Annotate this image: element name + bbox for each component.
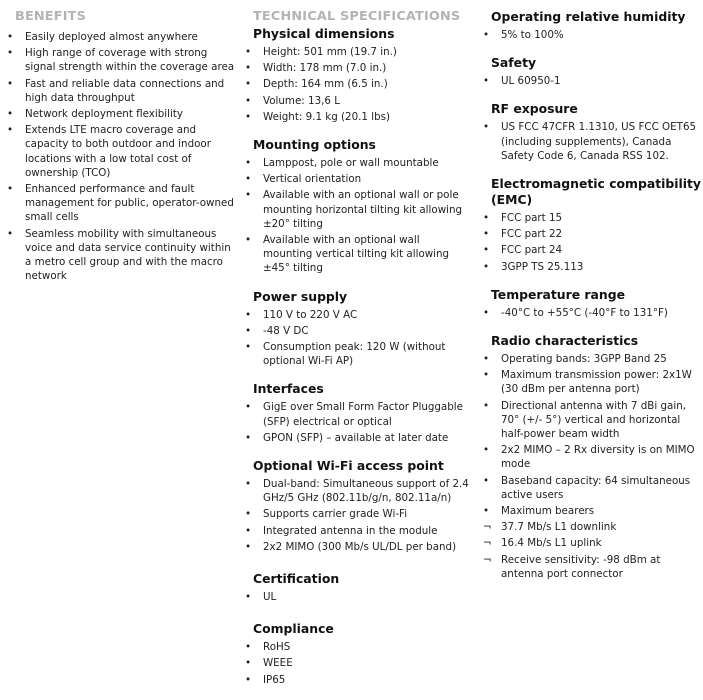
list-item — [242, 61, 472, 75]
list-item-text: Maximum bearers — [501, 505, 595, 518]
mounting-options-list — [242, 156, 472, 276]
list-item-text: Height: 501 mm (19.7 in.) — [263, 46, 397, 58]
list-item-text: FCC part 15 — [501, 212, 563, 225]
list-item-text: Seamless mobility with simultaneous voice and data service continuity within a metro cell group and with the macro network — [25, 227, 231, 283]
list-item — [242, 172, 472, 186]
list-item-text: Width: 178 mm (7.0 in.) — [263, 62, 387, 75]
list-item — [480, 243, 703, 257]
list-item-text: GPON (SFP) – available at later date — [263, 431, 449, 444]
list-item — [242, 477, 472, 505]
emc-heading: Electromagnetic compatibility (EMC) — [491, 176, 701, 208]
list-item — [480, 399, 703, 442]
list-item-text: Depth: 164 mm (6.5 in.) — [263, 78, 388, 91]
certification-list — [242, 590, 472, 604]
list-item — [242, 431, 472, 445]
bullet-icon: • — [483, 29, 490, 41]
bullet-icon: • — [483, 121, 490, 134]
list-item-text: Integrated antenna in the module — [263, 524, 438, 537]
list-item — [4, 123, 240, 180]
list-item — [480, 536, 703, 550]
wifi-heading: Optional Wi-Fi access point — [253, 458, 444, 474]
physical-dimensions-section — [242, 26, 472, 124]
list-item — [4, 227, 240, 284]
humidity-section — [480, 9, 703, 42]
certification-heading: Certification — [253, 571, 340, 587]
sub-bullet-icon: ¬ — [483, 537, 492, 550]
list-item-text: FCC part 24 — [501, 244, 563, 257]
bullet-icon: • — [245, 341, 252, 354]
safety-section — [480, 55, 703, 88]
radio-heading: Radio characteristics — [491, 333, 639, 349]
temperature-list — [480, 306, 703, 320]
bullet-icon: • — [245, 591, 252, 604]
list-item — [242, 188, 472, 231]
list-item — [242, 640, 472, 654]
rf-exposure-list — [480, 120, 703, 163]
list-item — [242, 656, 472, 670]
list-item-text: WEEE — [263, 657, 293, 670]
list-item-text: Weight: 9.1 kg (20.1 lbs) — [263, 110, 391, 123]
list-item-text: GigE over Small Form Factor Pluggable (SFP) electrical or optical — [263, 401, 463, 428]
bullet-icon: • — [483, 228, 490, 241]
bullet-icon: • — [245, 524, 252, 537]
list-item-text: FCC part 22 — [501, 228, 563, 241]
bullet-icon: • — [245, 478, 252, 491]
bullet-icon: • — [245, 401, 252, 414]
list-item-text: 37.7 Mb/s L1 downlink — [501, 521, 617, 534]
list-item-text: Consumption peak: 120 W (without optional Wi-Fi AP) — [263, 341, 446, 368]
bullet-icon: • — [7, 31, 14, 43]
mounting-options-heading: Mounting options — [253, 137, 376, 153]
list-item — [480, 368, 703, 396]
list-item-text: US FCC 47CFR 1.1310, US FCC OET65 (including supplements), Canada Safety Code 6, Canada RSS 102. — [501, 121, 697, 162]
list-item — [242, 324, 472, 338]
bullet-icon: • — [245, 189, 252, 202]
list-item-text: Operating bands: 3GPP Band 25 — [501, 353, 667, 366]
bullet-icon: • — [483, 474, 490, 487]
benefits-list — [4, 30, 240, 283]
bullet-icon: • — [483, 399, 490, 412]
bullet-icon: • — [245, 157, 252, 170]
bullet-icon: • — [245, 324, 252, 337]
compliance-heading: Compliance — [253, 621, 334, 637]
certification-section — [242, 571, 472, 604]
bullet-icon: • — [483, 212, 490, 225]
list-item — [480, 227, 703, 241]
wifi-list — [242, 477, 472, 554]
list-item — [242, 673, 472, 687]
bullet-icon: • — [7, 47, 14, 60]
list-item — [480, 474, 703, 502]
emc-section — [480, 176, 703, 274]
rf-exposure-section — [480, 101, 703, 163]
interfaces-heading: Interfaces — [253, 381, 324, 397]
list-item-text: UL — [263, 591, 277, 604]
humidity-heading: Operating relative humidity — [491, 9, 686, 24]
list-item-text: UL 60950-1 — [501, 75, 561, 88]
list-item — [242, 540, 472, 554]
sub-bullet-icon: ¬ — [483, 553, 492, 566]
sub-bullet-icon: ¬ — [483, 521, 492, 534]
wifi-section — [242, 458, 472, 554]
safety-heading: Safety — [491, 55, 537, 71]
list-item — [480, 504, 703, 518]
list-item — [242, 94, 472, 108]
list-item-text: Easily deployed almost anywhere — [25, 31, 198, 43]
list-item — [480, 120, 703, 163]
bullet-icon: • — [245, 46, 252, 58]
list-item-text: Extends LTE macro coverage and capacity to both outdoor and indoor locations with a low total cost of ownership (TCO) — [25, 124, 211, 179]
list-item-text: Volume: 13,6 L — [263, 94, 340, 107]
list-item-text: Available with an optional wall or pole mounting horizontal tilting kit allowing ±20° tilting — [263, 189, 463, 230]
list-item-text: -48 V DC — [263, 324, 309, 337]
bullet-icon: • — [483, 369, 490, 382]
bullet-icon: • — [245, 508, 252, 521]
list-item-text: Supports carrier grade Wi-Fi — [263, 508, 408, 521]
bullet-icon: • — [245, 641, 252, 654]
list-item — [242, 340, 472, 368]
list-item — [480, 443, 703, 471]
list-item-text: -40°C to +55°C (-40°F to 131°F) — [501, 306, 668, 319]
tech-specs-column — [242, 0, 472, 700]
bullet-icon: • — [483, 260, 490, 273]
bullet-icon: • — [245, 110, 252, 123]
power-supply-section — [242, 289, 472, 369]
temperature-heading: Temperature range — [491, 286, 626, 302]
list-item-text: 2x2 MIMO (300 Mb/s UL/DL per band) — [263, 540, 457, 553]
list-item-text: Baseband capacity: 64 simultaneous active users — [501, 474, 691, 501]
list-item — [480, 352, 703, 366]
list-item — [242, 507, 472, 521]
list-item-text: Dual-band: Simultaneous support of 2.4 GHz/5 GHz (802.11b/g/n, 802.11a/n) — [263, 478, 469, 505]
temperature-section — [480, 287, 703, 320]
bullet-icon: • — [245, 673, 252, 686]
bullet-icon: • — [245, 173, 252, 186]
list-item-text: Enhanced performance and fault management for public, operator-owned small cells — [25, 183, 234, 224]
list-item-text: Lamppost, pole or wall mountable — [263, 157, 439, 170]
bullet-icon: • — [245, 234, 252, 247]
interfaces-section — [242, 381, 472, 445]
bullet-icon: • — [245, 78, 252, 91]
bullet-icon: • — [7, 108, 14, 121]
bullet-icon: • — [7, 183, 14, 196]
power-supply-heading: Power supply — [253, 288, 348, 304]
list-item — [480, 306, 703, 320]
list-item — [480, 553, 703, 581]
tech-specs-title: TECHNICAL SPECIFICATIONS — [253, 9, 461, 24]
list-item — [242, 233, 472, 276]
list-item — [480, 28, 703, 42]
list-item — [480, 260, 703, 274]
list-item-text: Maximum transmission power: 2x1W (30 dBm per antenna port) — [501, 369, 692, 396]
radio-section — [480, 333, 703, 581]
list-item-text: Vertical orientation — [263, 173, 362, 186]
list-item-text: Available with an optional wall mounting vertical tilting kit allowing ±45° tilting — [263, 234, 450, 275]
list-item — [242, 110, 472, 124]
physical-dimensions-heading: Physical dimensions — [253, 26, 395, 41]
list-item — [480, 74, 703, 88]
list-item — [4, 77, 240, 105]
emc-list — [480, 211, 703, 274]
bullet-icon: • — [7, 227, 14, 240]
list-item — [242, 400, 472, 428]
humidity-list — [480, 28, 703, 42]
compliance-list — [242, 640, 472, 687]
list-item — [4, 182, 240, 225]
compliance-section — [242, 621, 472, 687]
list-item-text: Directional antenna with 7 dBi gain, 70° (+/- 5°) vertical and horizontal half-power beam width — [501, 399, 686, 441]
list-item — [242, 590, 472, 604]
bullet-icon: • — [483, 306, 490, 319]
bullet-icon: • — [483, 444, 490, 457]
radio-list — [480, 352, 703, 518]
bullet-icon: • — [483, 244, 490, 257]
specs-column-right — [480, 9, 703, 594]
interfaces-list — [242, 400, 472, 445]
list-item-text: RoHS — [263, 641, 291, 654]
list-item — [242, 77, 472, 91]
list-item-text: Receive sensitivity: -98 dBm at antenna port connector — [501, 553, 661, 580]
bullet-icon: • — [7, 124, 14, 137]
bullet-icon: • — [7, 77, 14, 90]
list-item — [480, 520, 703, 534]
list-item — [242, 308, 472, 322]
list-item — [4, 107, 240, 121]
list-item — [4, 30, 240, 44]
list-item-text: Network deployment flexibility — [25, 108, 183, 121]
list-item-text: 5% to 100% — [501, 29, 564, 41]
bullet-icon: • — [245, 94, 252, 107]
list-item-text: High range of coverage with strong signal strength within the coverage area — [25, 47, 235, 74]
power-supply-list — [242, 308, 472, 369]
list-item — [242, 156, 472, 170]
list-item — [4, 46, 240, 74]
benefits-column — [4, 0, 240, 285]
list-item — [480, 211, 703, 225]
physical-dimensions-list — [242, 45, 472, 124]
list-item-text: 2x2 MIMO – 2 Rx diversity is on MIMO mode — [501, 444, 695, 471]
bullet-icon: • — [245, 431, 252, 444]
list-item-text: Fast and reliable data connections and high data throughput — [25, 77, 225, 104]
benefits-title: BENEFITS — [15, 9, 86, 24]
list-item-text: 16.4 Mb/s L1 uplink — [501, 537, 602, 550]
list-item-text: 110 V to 220 V AC — [263, 308, 358, 321]
rf-exposure-heading: RF exposure — [491, 101, 578, 117]
radio-sub-list — [480, 520, 703, 581]
bullet-icon: • — [245, 540, 252, 553]
bullet-icon: • — [245, 62, 252, 75]
bullet-icon: • — [245, 657, 252, 670]
safety-list — [480, 74, 703, 88]
bullet-icon: • — [483, 505, 490, 518]
list-item-text: IP65 — [263, 673, 286, 686]
list-item — [242, 524, 472, 538]
bullet-icon: • — [245, 308, 252, 321]
list-item — [242, 45, 472, 59]
list-item-text: 3GPP TS 25.113 — [501, 260, 584, 273]
bullet-icon: • — [483, 75, 490, 88]
mounting-options-section — [242, 137, 472, 276]
bullet-icon: • — [483, 353, 490, 366]
